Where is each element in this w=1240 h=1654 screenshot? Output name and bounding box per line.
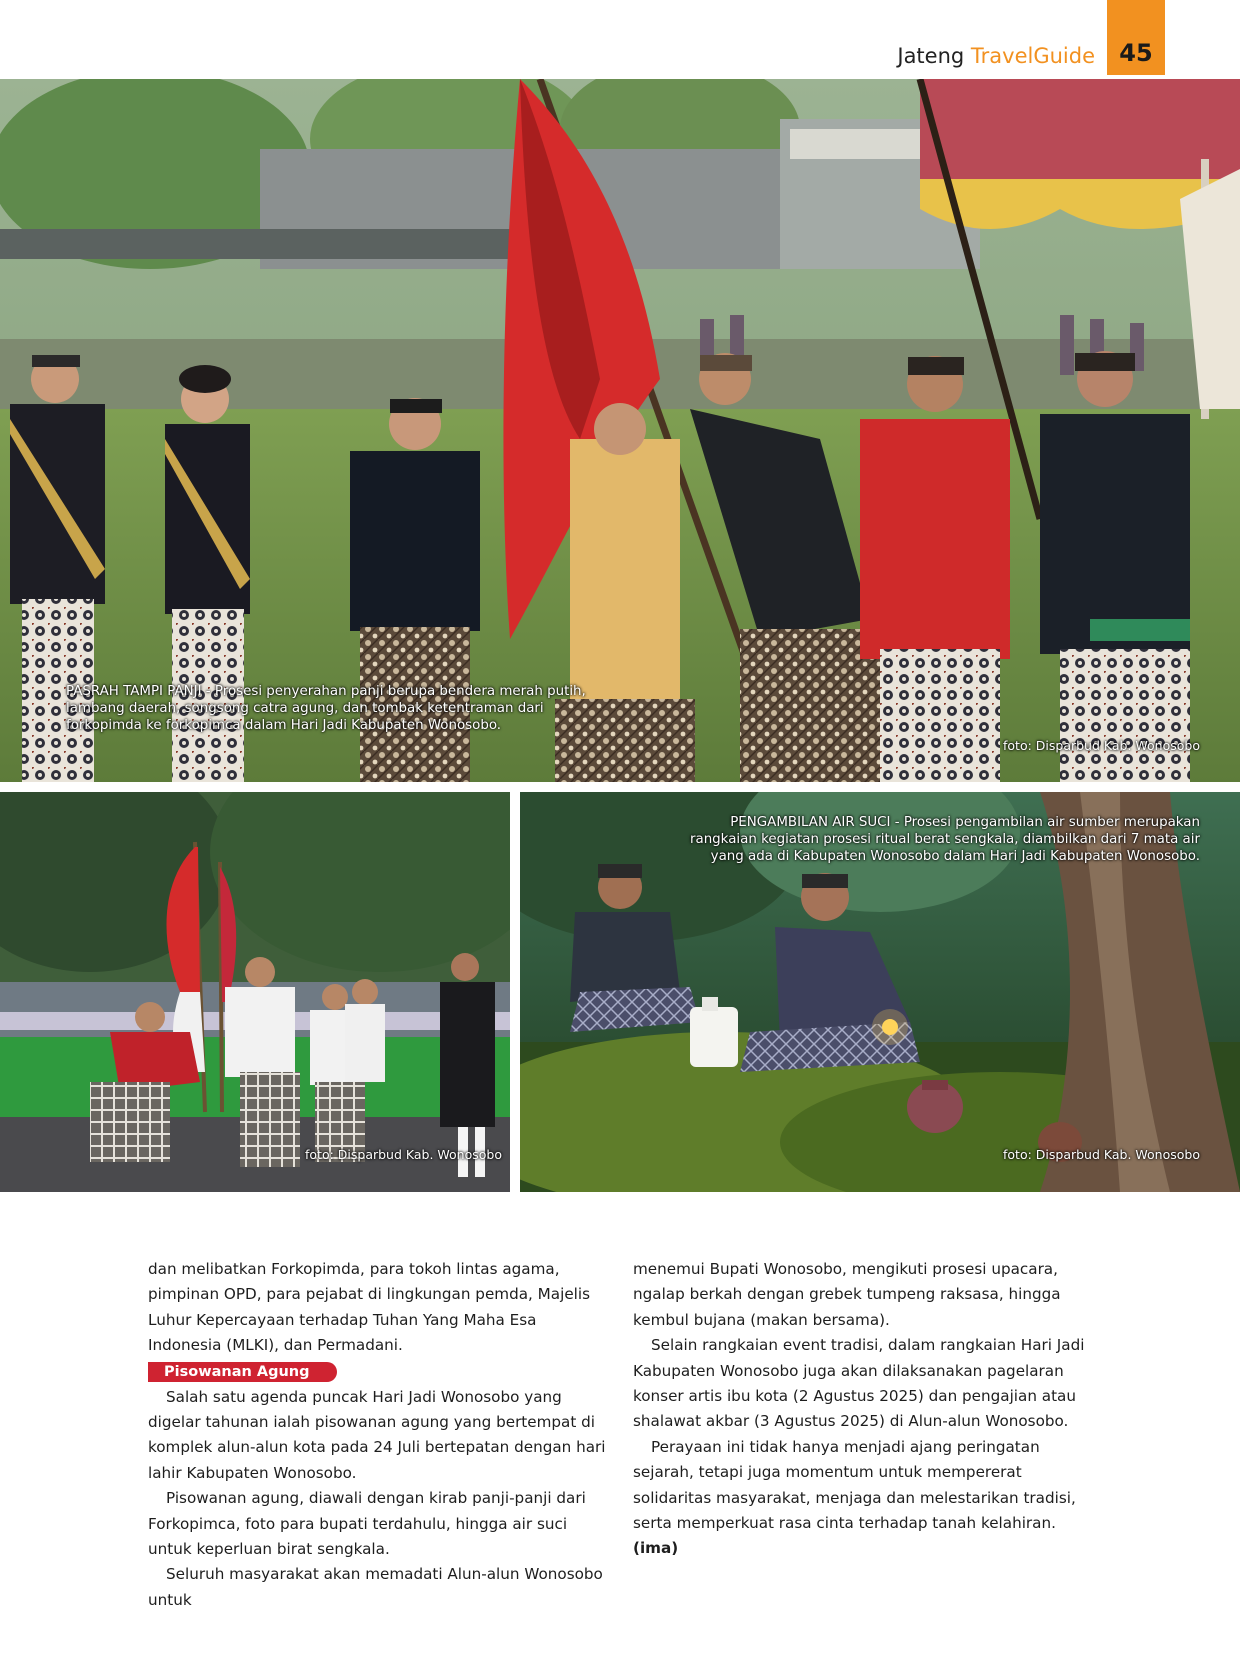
photo-pengambilan-air-suci <box>520 792 1240 1192</box>
author-signature: (ima) <box>633 1539 679 1558</box>
ceremony-illustration <box>0 79 1240 782</box>
paragraph: Selain rangkaian event tradisi, dalam rangkaian Hari Jadi Kabupaten Wonosobo juga akan dilaksanakan pagelaran konser artis ibu kota (2 Agustus 2025) dan pengajian atau shalawat akbar (3 Agustus 2025) di Alun-alun Wonosobo. <box>633 1336 1085 1431</box>
photo-pasrah-tampi-panji <box>0 79 1240 782</box>
section-heading: Pisowanan Agung <box>148 1362 337 1382</box>
brand-secondary: TravelGuide <box>970 44 1095 68</box>
paragraph-text: Perayaan ini tidak hanya menjadi ajang peringatan sejarah, tetapi juga momentum untuk mempererat solidaritas masyarakat, menjaga dan melestarikan tradisi, serta memperkuat rasa cinta terhadap tanah kelahiran. <box>633 1437 1076 1533</box>
photo-flag-handover <box>0 792 510 1192</box>
page-number: 45 <box>1119 39 1153 67</box>
photo-credit: foto: Disparbud Kab. Wonosobo <box>1003 738 1200 753</box>
magazine-brand <box>897 44 1095 68</box>
article-column-left <box>148 1257 610 1613</box>
paragraph: Salah satu agenda puncak Hari Jadi Wonosobo yang digelar tahunan ialah pisowanan agung yang bertempat di komplek alun-alun kota pada 24 Juli bertepatan dengan hari lahir Kabupaten Wonosobo. <box>148 1387 606 1482</box>
photo-credit: foto: Disparbud Kab. Wonosobo <box>1003 1147 1200 1162</box>
article-column-right <box>633 1257 1096 1562</box>
photo-caption: PENGAMBILAN AIR SUCI - Prosesi pengambilan air sumber merupakan rangkaian kegiatan prosesi ritual berat sengkala, diambilkan dari 7 mata air yang ada di Kabupaten Wonosobo dalam Hari Jadi Kabupaten Wonosobo. <box>689 815 1200 864</box>
brand-primary: Jateng <box>897 44 971 68</box>
paragraph: dan melibatkan Forkopimda, para tokoh lintas agama, pimpinan OPD, para pejabat di lingkungan pemda, Majelis Luhur Kepercayaan terhadap Tuhan Yang Maha Esa Indonesia (MLKI), dan Permadani. <box>148 1260 591 1355</box>
page-header <box>0 0 1240 80</box>
page-number-tab <box>1107 0 1165 75</box>
paragraph: Pisowanan agung, diawali dengan kirab panji-panji dari Forkopimca, foto para bupati terdahulu, hingga air suci untuk keperluan birat sengkala. <box>148 1489 586 1559</box>
flag-handover-illustration <box>0 792 510 1192</box>
photo-credit: foto: Disparbud Kab. Wonosobo <box>305 1147 502 1162</box>
paragraph: Seluruh masyarakat akan memadati Alun-alun Wonosobo untuk <box>148 1565 603 1609</box>
photo-caption: PASRAH TAMPI PANJI - Prosesi penyerahan panji berupa bendera merah putih, lambang daerah, songsong catra agung, dan tombak ketentraman dari forkopimda ke forkopimca dalam Hari Jadi Kabupaten Wonosobo. <box>66 684 586 733</box>
paragraph: menemui Bupati Wonosobo, mengikuti prosesi upacara, ngalap berkah dengan grebek tumpeng raksasa, hingga kembul bujana (makan bersama). <box>633 1260 1061 1329</box>
paragraph <box>633 1435 1096 1562</box>
